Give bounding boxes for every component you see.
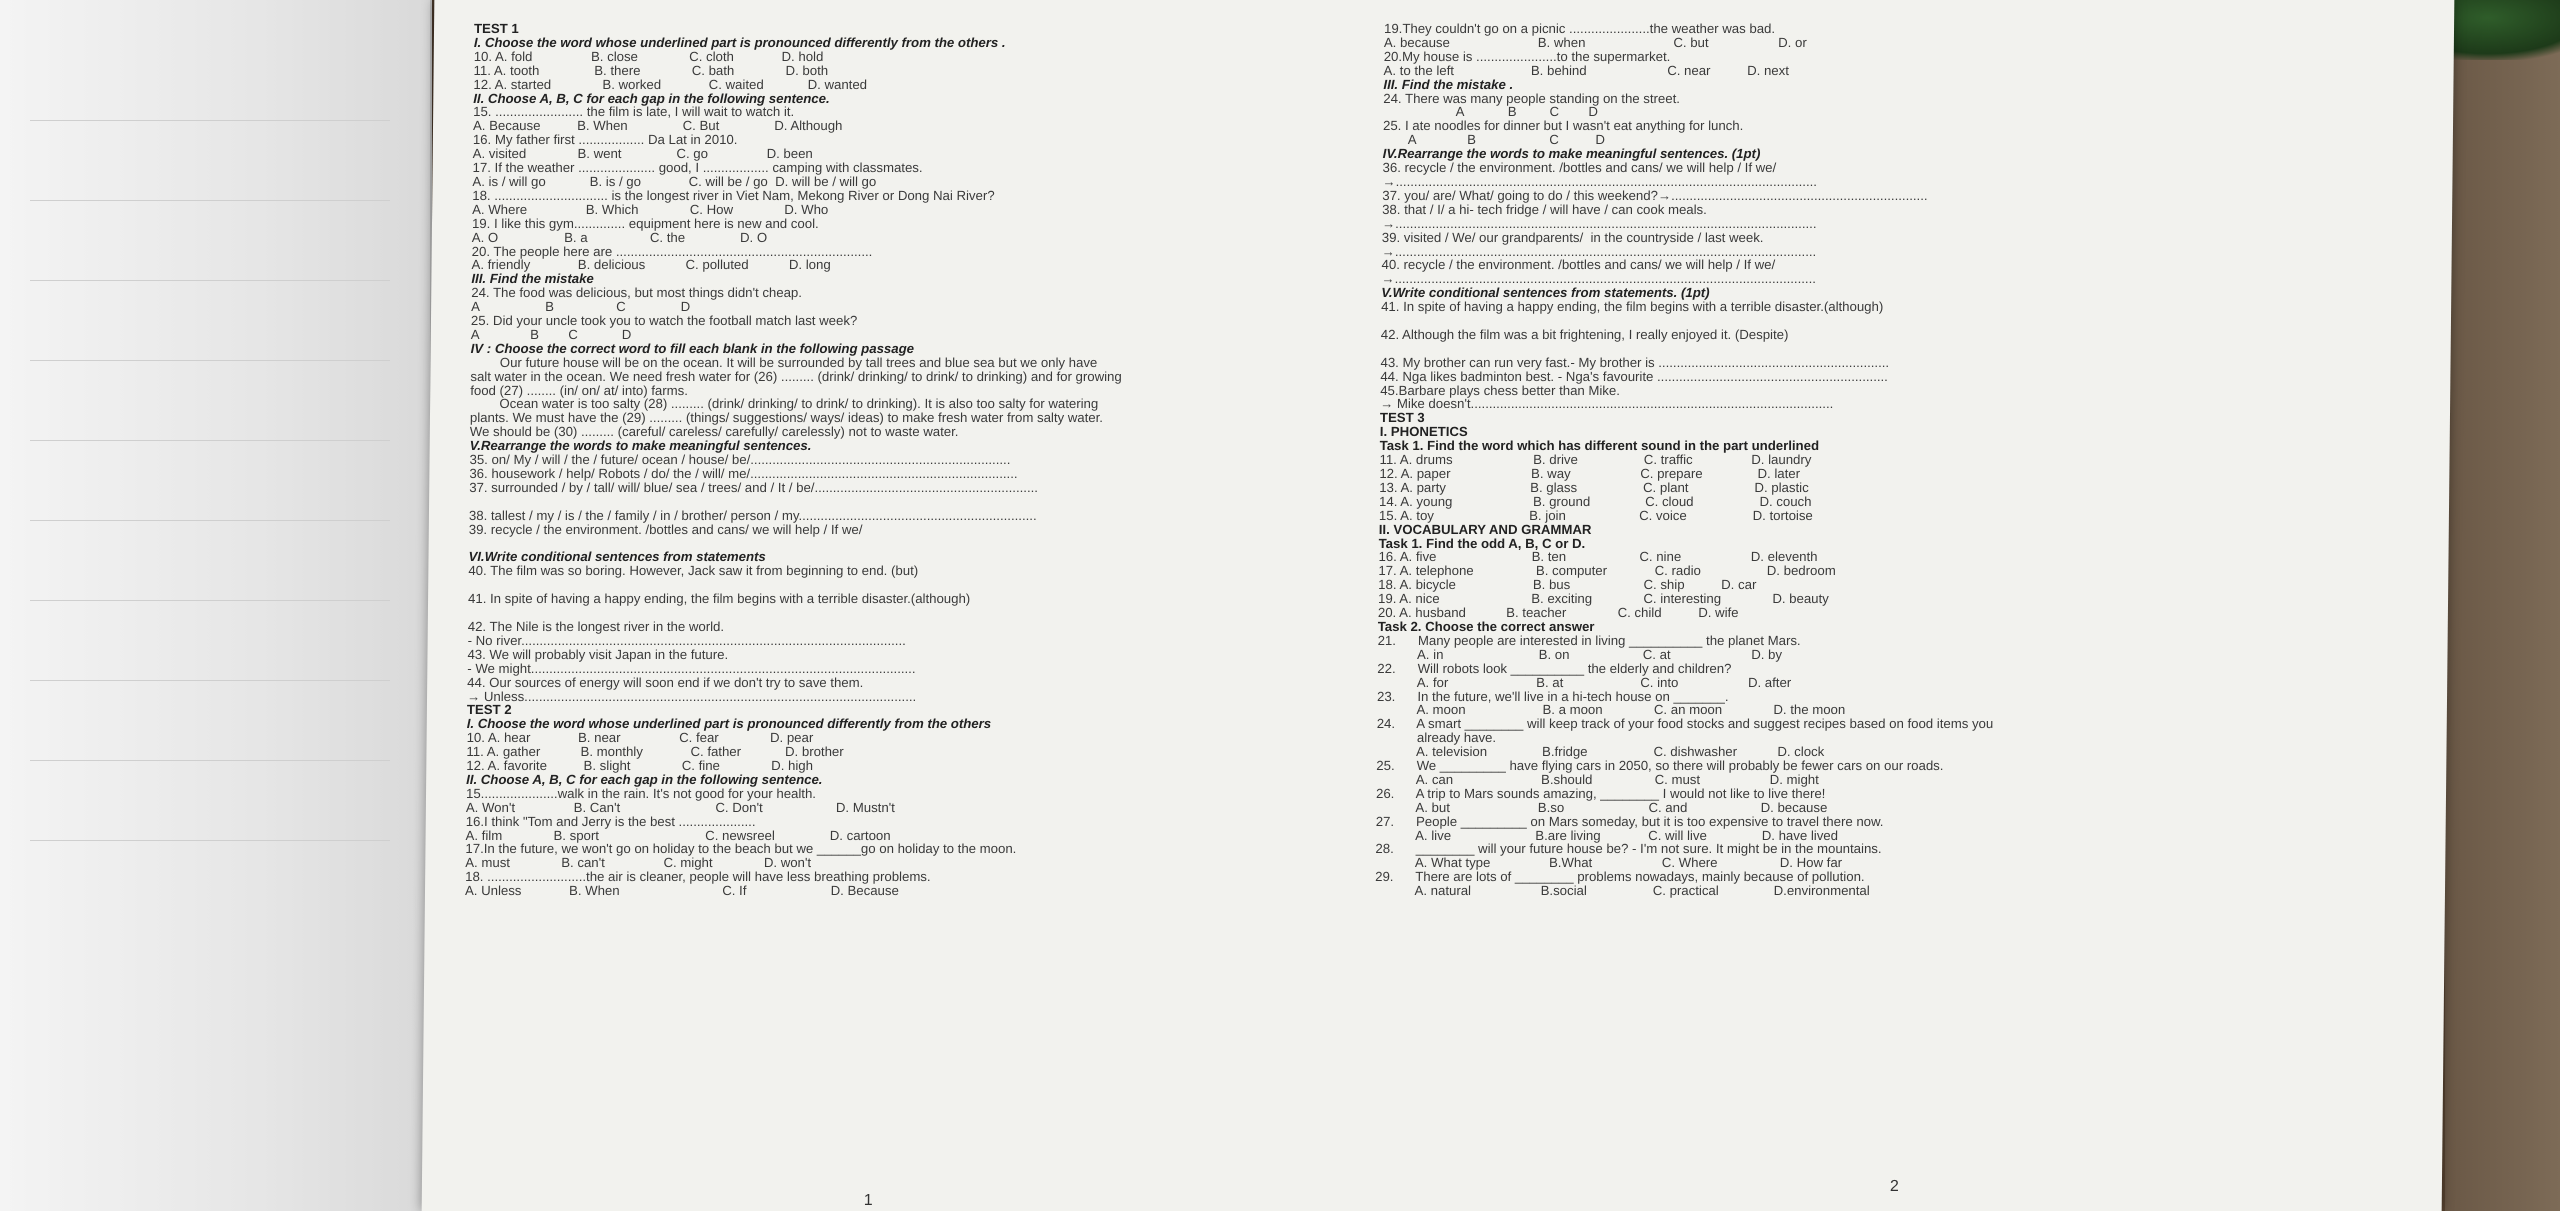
worksheet-right-line: already have. — [1376, 730, 1497, 746]
worksheet-left-line: II. Choose A, B, C for each gap in the following sentence. — [473, 90, 830, 106]
worksheet-right-line: Task 2. Choose the correct answer — [1377, 618, 1595, 634]
worksheet-left-line: II. Choose A, B, C for each gap in the following sentence. — [466, 771, 823, 787]
worksheet-left-line: ​ — [468, 535, 469, 551]
worksheet-right-line: III. Find the mistake . — [1383, 76, 1514, 92]
worksheet-right-line: A B C D — [1383, 104, 1598, 120]
worksheet-left-line: A. Because B. When C. But D. Although — [472, 118, 843, 134]
worksheet-right-line: 14. A. young B. ground C. cloud D. couch — [1379, 493, 1812, 509]
worksheet-right-line: 15. A. toy B. join C. voice D. tortoise — [1378, 507, 1813, 523]
worksheet-left-column — [465, 22, 1414, 898]
worksheet-left-line: - No river......................................................................................................... — [467, 632, 906, 648]
worksheet-right-line: Task 1. Find the word which has different sound in the part underlined — [1379, 438, 1820, 454]
worksheet-left-line: 16. My father first .................. Da Lat in 2010. — [472, 132, 738, 148]
worksheet-left-line: ​ — [469, 493, 470, 509]
worksheet-right-line: A. because B. when C. but D. or — [1383, 34, 1807, 50]
worksheet-right-line: A. to the left B. behind C. near D. next — [1383, 62, 1789, 78]
worksheet-right-line: →................................................................................................................... — [1382, 173, 1818, 189]
worksheet-right-line: 27. People _________ on Mars someday, but it is too expensive to travel there now. — [1375, 813, 1884, 829]
worksheet-left-line: 20. The people here are ...................................................................... — [471, 243, 873, 259]
worksheet-left-line: 44. Our sources of energy will soon end if we don't try to save them. — [467, 674, 864, 690]
worksheet-right-line: 11. A. drums B. drive C. traffic D. laundry — [1379, 452, 1812, 468]
worksheet-left-line: Our future house will be on the ocean. It will be surrounded by tall trees and blue sea but we only have — [470, 354, 1098, 370]
worksheet-left-line: 40. The film was so boring. However, Jack saw it from beginning to end. (but) — [468, 563, 919, 579]
worksheet-left-line: 39. recycle / the environment. /bottles and cans/ we will help / If we/ — [468, 521, 863, 537]
worksheet-right-line: 16. A. five B. ten C. nine D. eleventh — [1378, 549, 1818, 565]
worksheet-left-line: TEST 2 — [466, 702, 512, 718]
worksheet-right-line: 36. recycle / the environment. /bottles and cans/ we will help / If we/ — [1382, 160, 1777, 176]
worksheet-right-line: 38. that / I/ a hi- tech fridge / will have / can cook meals. — [1382, 201, 1707, 217]
worksheet-right-line: →................................................................................................................... — [1381, 271, 1817, 287]
worksheet-right-line: 19.They couldn't go on a picnic ......................the weather was bad. — [1383, 21, 1776, 36]
worksheet-right-line: 24. A smart ________ will keep track of your food stocks and suggest recipes based on food items you — [1376, 716, 1994, 732]
worksheet-left-line: 10. A. hear B. near C. fear D. pear — [466, 730, 814, 746]
worksheet-right-line: →................................................................................................................... — [1381, 243, 1817, 259]
worksheet-right-line: 12. A. paper B. way C. prepare D. later — [1379, 466, 1801, 481]
worksheet-left-line: V.Rearrange the words to make meaningful sentences. — [469, 438, 812, 454]
worksheet-left-line: 15. ........................ the film is late, I will wait to watch it. — [473, 104, 795, 120]
worksheet-left-line: 18. ............................... is the longest river in Viet Nam, Mekong River or Dong Nai River? — [472, 187, 995, 203]
worksheet-right-line: A. for B. at C. into D. after — [1377, 674, 1792, 690]
worksheet-left-line: 12. A. started B. worked C. waited D. wanted — [473, 76, 868, 92]
worksheet-right-line: →................................................................................................................... — [1381, 215, 1817, 231]
page-number-left: 1 — [863, 1192, 873, 1209]
worksheet-left-line: 17. If the weather ..................... good, I .................. camping with classmates. — [472, 160, 923, 176]
worksheet-right-line: 44. Nga likes badminton best. - Nga's favourite ............................................................... — [1380, 368, 1888, 384]
worksheet-right-line: 25. I ate noodles for dinner but I wasn't eat anything for lunch. — [1382, 118, 1744, 134]
worksheet-right-line: 20. A. husband B. teacher C. child D. wife — [1377, 605, 1739, 621]
worksheet-left-line: 37. surrounded / by / tall/ will/ blue/ sea / trees/ and / It / be/............................................................. — [469, 479, 1039, 495]
worksheet-right-line: II. VOCABULARY AND GRAMMAR — [1378, 521, 1592, 537]
worksheet-right-line: 18. A. bicycle B. bus C. ship D. car — [1378, 577, 1757, 593]
worksheet-left-line: A. must B. can't C. might D. won't — [465, 855, 812, 871]
worksheet-left-line: → Unless........................................................................................................... — [466, 688, 917, 704]
worksheet-right-line: Task 1. Find the odd A, B, C or D. — [1378, 535, 1586, 551]
worksheet-right-line: V.Write conditional sentences from statements. (1pt) — [1381, 285, 1710, 301]
worksheet-right-line: 17. A. telephone B. computer C. radio D. bedroom — [1378, 563, 1836, 579]
worksheet-left-line: 35. on/ My / will / the / future/ ocean / house/ be/....................................................................... — [469, 452, 1011, 468]
worksheet-right-line: A. moon B. a moon C. an moon D. the moon — [1376, 702, 1846, 718]
worksheet-left-line: We should be (30) ......... (careful/ careless/ carefully/ carelessly) not to waste water. — [469, 424, 959, 440]
worksheet-left-line: 11. A. gather B. monthly C. father D. brother — [466, 744, 844, 760]
worksheet-left-line: 19. I like this gym.............. equipment here is new and cool. — [471, 215, 819, 231]
worksheet-right-line: 43. My brother can run very fast.- My brother is ............................................................... — [1380, 354, 1890, 370]
worksheet-right-line: A B C D — [1382, 132, 1606, 148]
worksheet-left-line: 17.In the future, we won't go on holiday to the beach but we ______go on holiday to the moon. — [465, 841, 1017, 857]
worksheet-left-line: A. O B. a C. the D. O — [471, 229, 768, 245]
worksheet-right-line: A. but B.so C. and D. because — [1375, 799, 1828, 815]
worksheet-left-line: A. is / will go B. is / go C. will be / go D. will be / will go — [472, 173, 877, 189]
worksheet-left-line: 24. The food was delicious, but most things didn't cheap. — [471, 285, 803, 301]
worksheet-left-line: IV : Choose the correct word to fill each blank in the following passage — [470, 340, 915, 356]
worksheet-left-line: VI.Write conditional sentences from statements — [468, 549, 766, 565]
worksheet-right-line: A. What type B.What C. Where D. How far — [1375, 855, 1843, 871]
worksheet-left-line: ​ — [467, 605, 469, 621]
background-wall — [2445, 0, 2560, 1211]
worksheet-left-line: I. Choose the word whose underlined part is pronounced differently from the others . — [473, 34, 1006, 50]
page-number-right: 2 — [1889, 1178, 1899, 1195]
worksheet-left-line: Ocean water is too salty (28) ......... (drink/ drinking/ to drink/ to drinking). It is also too salty for watering — [470, 396, 1099, 412]
worksheet-right-line: A. in B. on C. at D. by — [1377, 646, 1783, 662]
worksheet-left-line: A. Where B. Which C. How D. Who — [472, 201, 829, 217]
worksheet-right-line: 20.My house is ......................to the supermarket. — [1383, 48, 1671, 64]
worksheet-right-column — [1375, 22, 2424, 898]
worksheet-left-line: A. Unless B. When C. If D. Because — [464, 883, 899, 899]
worksheet-right-line: 28. ________ will your future house be? - I'm not sure. It might be in the mountains. — [1375, 841, 1882, 857]
worksheet-right-line: 23. In the future, we'll live in a hi-tech house on _______. — [1376, 688, 1729, 704]
worksheet-right-line: 19. A. nice B. exciting C. interesting D. beauty — [1377, 591, 1829, 607]
worksheet-left-line: - We might......................................................................................................... — [467, 660, 916, 676]
worksheet-left-line: I. Choose the word whose underlined part is pronounced differently from the others — [466, 716, 992, 732]
worksheet-left-line: 15.....................walk in the rain. It's not good for your health. — [465, 785, 817, 801]
worksheet-left-line: 25. Did your uncle took you to watch the football match last week? — [470, 313, 858, 329]
worksheet-left-line: A. Won't B. Can't C. Don't D. Mustn't — [465, 799, 895, 815]
worksheet-left-line: plants. We must have the (29) ......... (things/ suggestions/ ways/ ideas) to make fresh water from salty water. — [469, 410, 1104, 426]
worksheet-right-line: 21. Many people are interested in living __________ the planet Mars. — [1377, 632, 1801, 648]
worksheet-left-line: 12. A. favorite B. slight C. fine D. high — [466, 758, 814, 774]
worksheet-right-line: A. television B.fridge C. dishwasher D. clock — [1376, 744, 1825, 760]
worksheet-right-line: A. can B.should C. must D. might — [1376, 771, 1819, 787]
worksheet-left-line: food (27) ........ (in/ on/ at/ into) farms. — [470, 382, 689, 398]
worksheet-right-line: 37. you/ are/ What/ going to do / this weekend?→...................................................................... — [1382, 187, 1928, 203]
worksheet-left-line: 10. A. fold B. close C. cloth D. hold — [473, 48, 824, 64]
worksheet-right-line: 40. recycle / the environment. /bottles and cans/ we will help / If we/ — [1381, 257, 1776, 273]
worksheet-right-line: 13. A. party B. glass C. plant D. plastic — [1379, 479, 1809, 495]
worksheet-left-line: 18. ...........................the air is cleaner, people will have less breathing problems. — [465, 869, 931, 885]
worksheet-left-line: TEST 1 — [473, 21, 519, 36]
worksheet-left-line: 41. In spite of having a happy ending, the film begins with a terrible disaster.(although) — [467, 591, 971, 607]
worksheet-left-line: A B C D — [470, 326, 632, 342]
worksheet-right-line: TEST 3 — [1379, 410, 1425, 426]
worksheet-left-line: A. visited B. went C. go D. been — [472, 146, 813, 162]
worksheet-left-line: salt water in the ocean. We need fresh water for (26) ......... (drink/ drinking/ to drink/ to drinking) and for growing — [470, 368, 1122, 384]
worksheet-right-line: 25. We _________ have flying cars in 2050, so there will probably be fewer cars on our roads. — [1376, 758, 1944, 774]
worksheet-right-line: ​ — [1380, 340, 1381, 356]
worksheet-left-line: 36. housework / help/ Robots / do/ the / will/ me/......................................................................... — [469, 466, 1018, 481]
worksheet-left-line: A. film B. sport C. newsreel D. cartoon — [465, 827, 891, 843]
worksheet-left-line: 43. We will probably visit Japan in the future. — [467, 646, 729, 662]
worksheet-right-line: 24. There was many people standing on the street. — [1383, 90, 1681, 106]
worksheet-right-line: ​ — [1380, 313, 1382, 329]
worksheet-right-line: 26. A trip to Mars sounds amazing, ________ I would not like to live there! — [1375, 785, 1826, 801]
worksheet-left-line: A. friendly B. delicious C. polluted D. long — [471, 257, 831, 273]
worksheet-right-line: 42. Although the film was a bit frightening, I really enjoyed it. (Despite) — [1380, 326, 1789, 342]
worksheet-right-line: I. PHONETICS — [1379, 424, 1468, 440]
worksheet-left-line: III. Find the mistake — [471, 271, 594, 287]
worksheet-left-line: 16.I think "Tom and Jerry is the best ..................... — [465, 813, 756, 829]
worksheet-paper — [422, 0, 2455, 1211]
worksheet-left-line: 42. The Nile is the longest river in the world. — [467, 618, 725, 634]
notebook-pages — [0, 0, 432, 1211]
worksheet-right-line: IV.Rearrange the words to make meaningful sentences. (1pt) — [1382, 146, 1761, 162]
worksheet-left-line: 11. A. tooth B. there C. bath D. both — [473, 62, 829, 78]
worksheet-right-line: 39. visited / We/ our grandparents/ in the countryside / last week. — [1381, 229, 1764, 245]
worksheet-left-line: 38. tallest / my / is / the / family / in / brother/ person / my................................................................. — [468, 507, 1037, 523]
worksheet-right-line: A. live B.are living C. will live D. have lived — [1375, 827, 1839, 843]
worksheet-right-line: 41. In spite of having a happy ending, the film begins with a terrible disaster.(although) — [1381, 299, 1884, 315]
worksheet-left-line: ​ — [468, 577, 469, 593]
worksheet-right-line: 45.Barbare plays chess better than Mike. — [1380, 382, 1621, 398]
worksheet-right-line: → Mike doesn't................................................................................................... — [1380, 396, 1834, 412]
worksheet-right-line: 29. There are lots of ________ problems nowadays, mainly because of pollution. — [1375, 869, 1865, 885]
worksheet-right-line: 22. Will robots look __________ the elderly and children? — [1377, 660, 1732, 676]
worksheet-right-line: A. natural B.social C. practical D.environmental — [1374, 883, 1870, 899]
worksheet-left-line: A B C D — [471, 299, 691, 315]
